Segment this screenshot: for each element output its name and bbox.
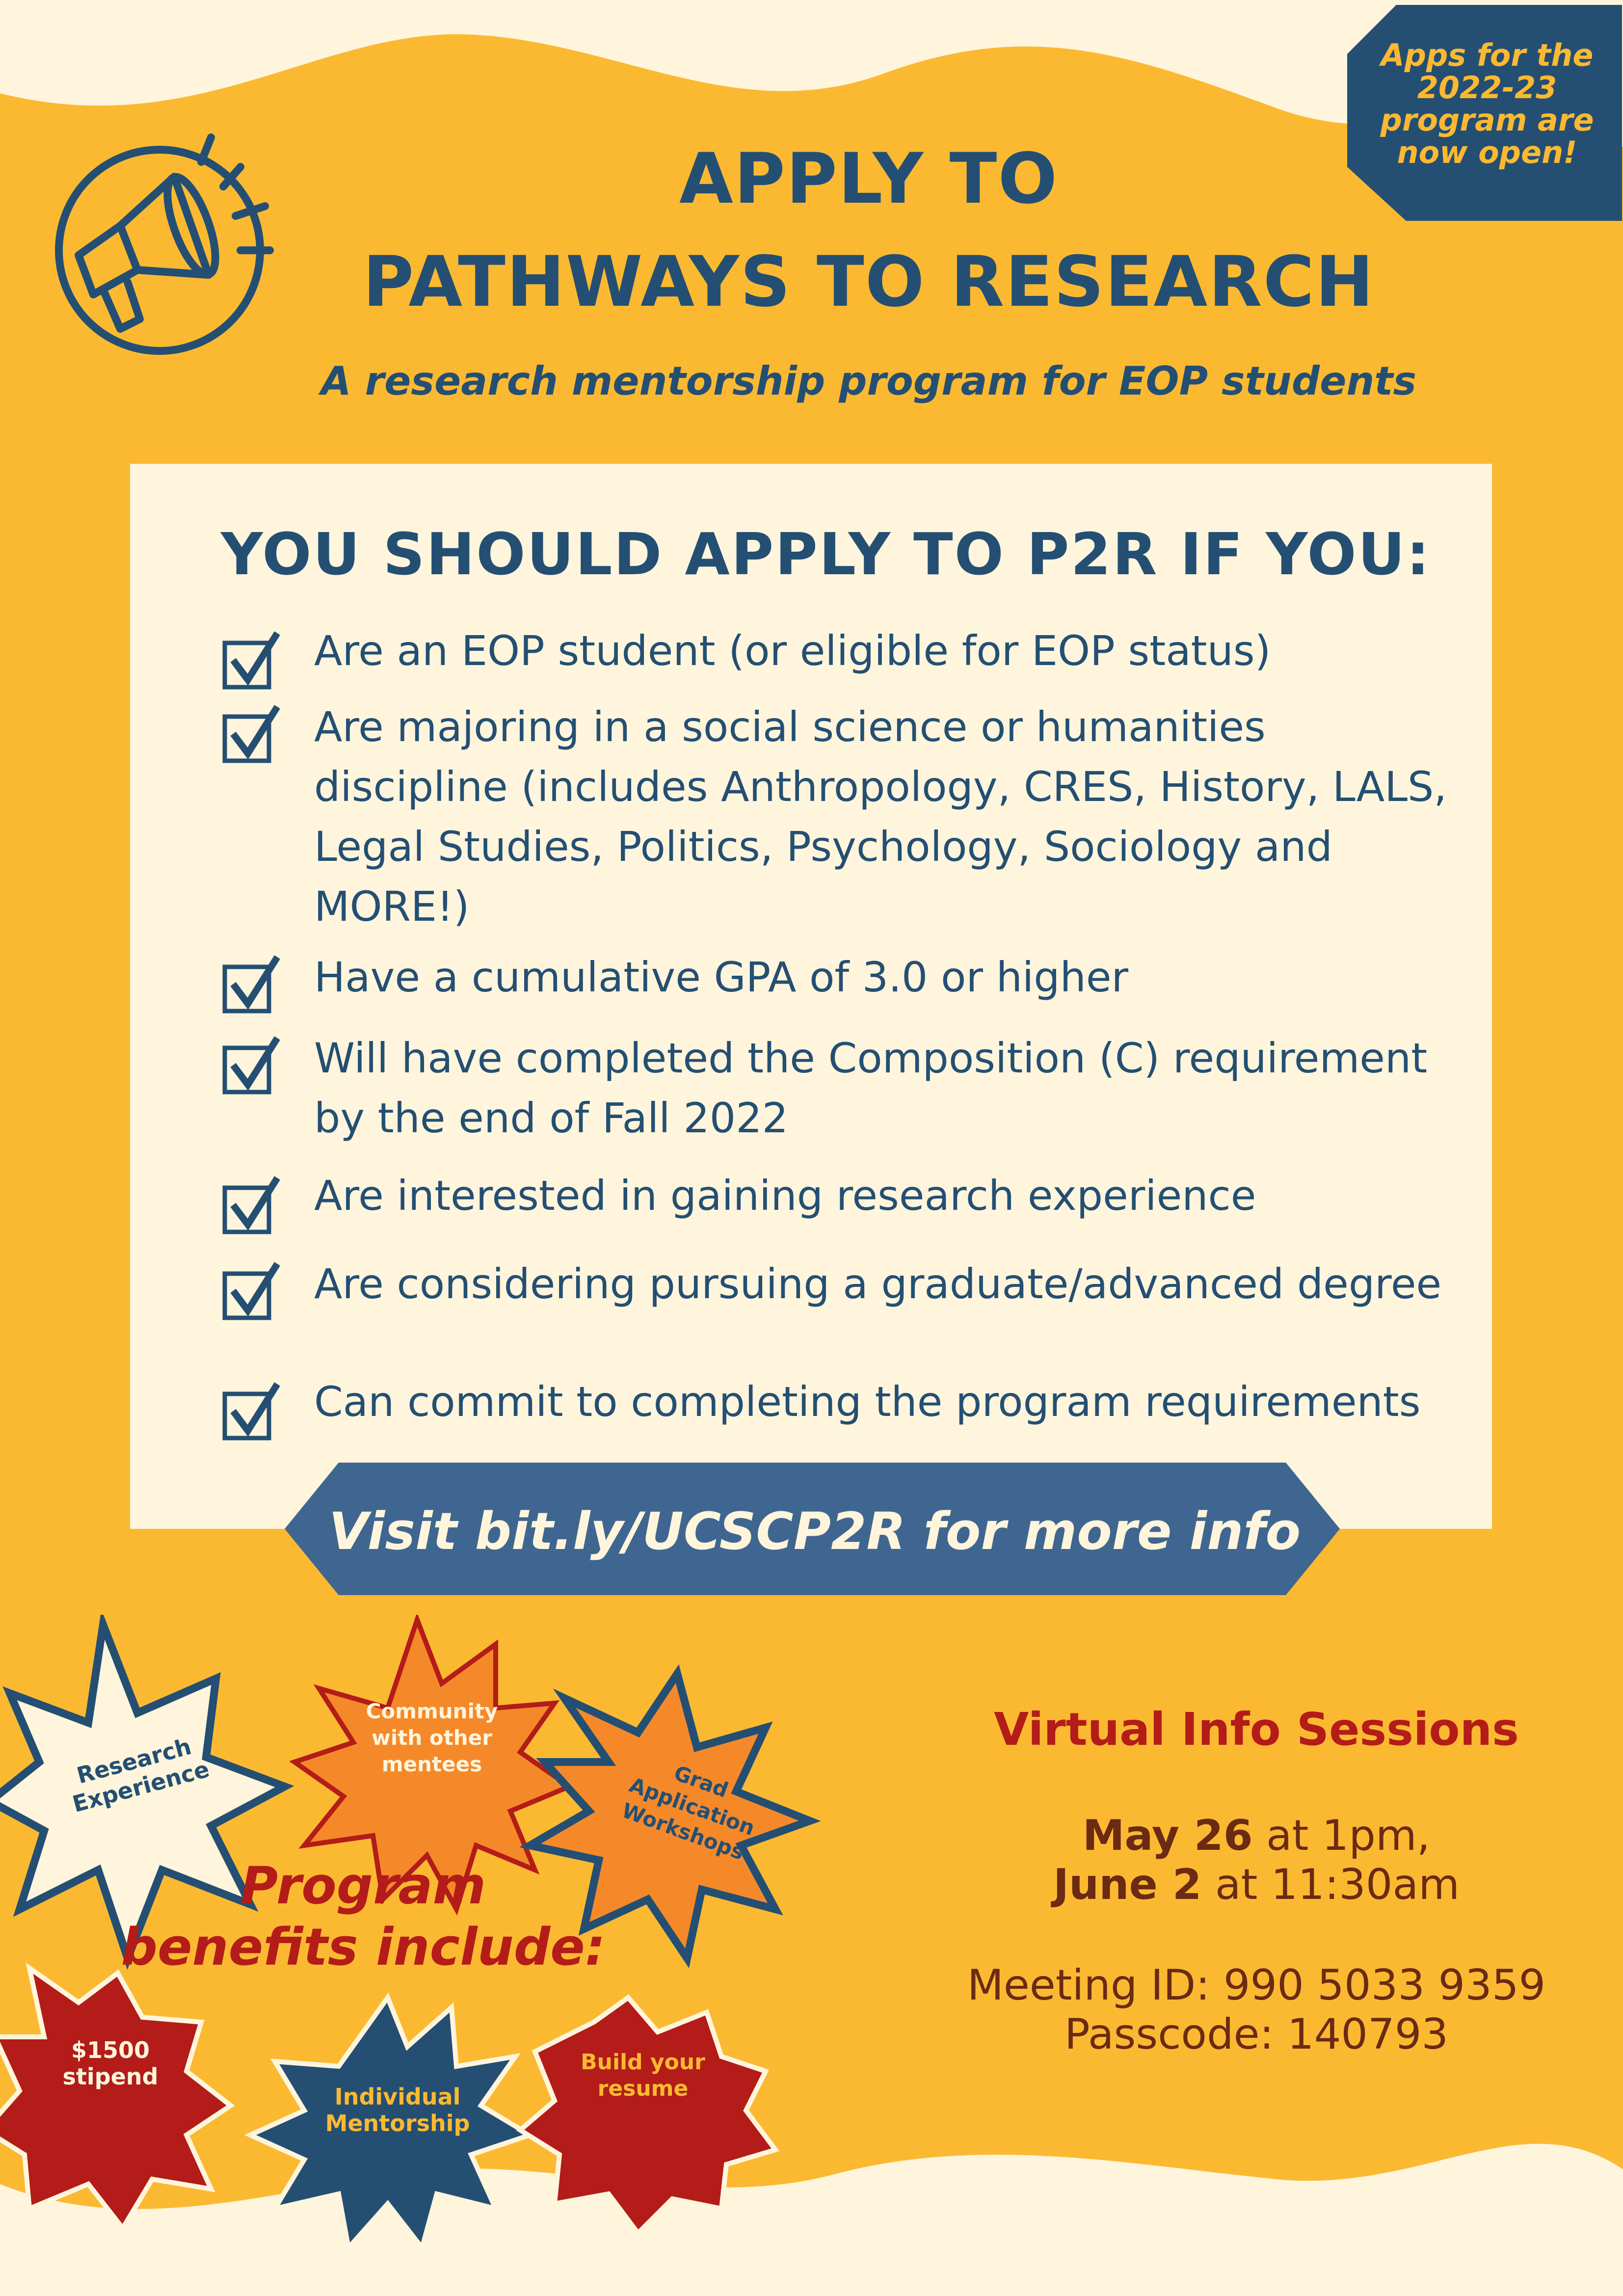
session-line-2: June 2 at 11:30am	[1053, 1860, 1460, 1909]
checkbox-icon	[221, 1036, 280, 1095]
stipend-burst	[0, 1968, 231, 2228]
apps-open-badge-text: Apps for the 2022-23 program are now open!	[1380, 37, 1594, 170]
checkbox-icon	[221, 631, 280, 690]
info-link[interactable]: Visit bit.ly/UCSCP2R for more info	[328, 1501, 1301, 1561]
session-line-1: May 26 at 1pm,	[1082, 1811, 1431, 1860]
benefit-stipend: $1500 stipend	[62, 2037, 159, 2090]
criteria-item: Are majoring in a social science or humanities discipline (includes Anthropology, CRES, History, LALS, Legal Studies, Politics, Psychology, Sociology and MORE!)	[314, 703, 1447, 931]
checkbox-icon	[221, 955, 280, 1014]
benefit-grad: Grad Application Workshops	[618, 1761, 758, 1865]
meeting-id: Meeting ID: 990 5033 9359	[967, 1961, 1546, 2010]
passcode: Passcode: 140793	[1064, 2010, 1449, 2059]
benefit-community: Community with other mentees	[366, 1699, 498, 1776]
checkbox-icon	[221, 1261, 280, 1320]
sessions-heading: Virtual Info Sessions	[994, 1703, 1519, 1756]
megaphone-icon	[34, 108, 290, 393]
checkbox-icon	[221, 1175, 280, 1234]
resume-burst	[520, 1998, 775, 2233]
criteria-heading: YOU SHOULD APPLY TO P2R IF YOU:	[221, 520, 1431, 588]
checkbox-icon	[221, 1382, 280, 1441]
benefit-resume: Build your resume	[581, 2050, 705, 2101]
criteria-item: Will have completed the Composition (C) requirement by the end of Fall 2022	[314, 1034, 1428, 1142]
checkbox-icon	[221, 704, 280, 763]
criteria-item: Are an EOP student (or eligible for EOP status)	[314, 627, 1271, 675]
criteria-item: Are considering pursuing a graduate/advanced degree	[314, 1260, 1442, 1308]
page-title: APPLY TO PATHWAYS TO RESEARCH	[363, 138, 1375, 322]
criteria-item: Are interested in gaining research experience	[314, 1172, 1256, 1220]
page-subtitle: A research mentorship program for EOP students	[320, 358, 1417, 404]
benefits-heading: Program benefits include:	[121, 1856, 606, 1977]
benefit-research: Research Experience	[69, 1733, 213, 1818]
criteria-item: Can commit to completing the program requirements	[314, 1378, 1421, 1426]
criteria-item: Have a cumulative GPA of 3.0 or higher	[314, 953, 1129, 1001]
benefit-mentorship: Individual Mentorship	[325, 2083, 470, 2136]
